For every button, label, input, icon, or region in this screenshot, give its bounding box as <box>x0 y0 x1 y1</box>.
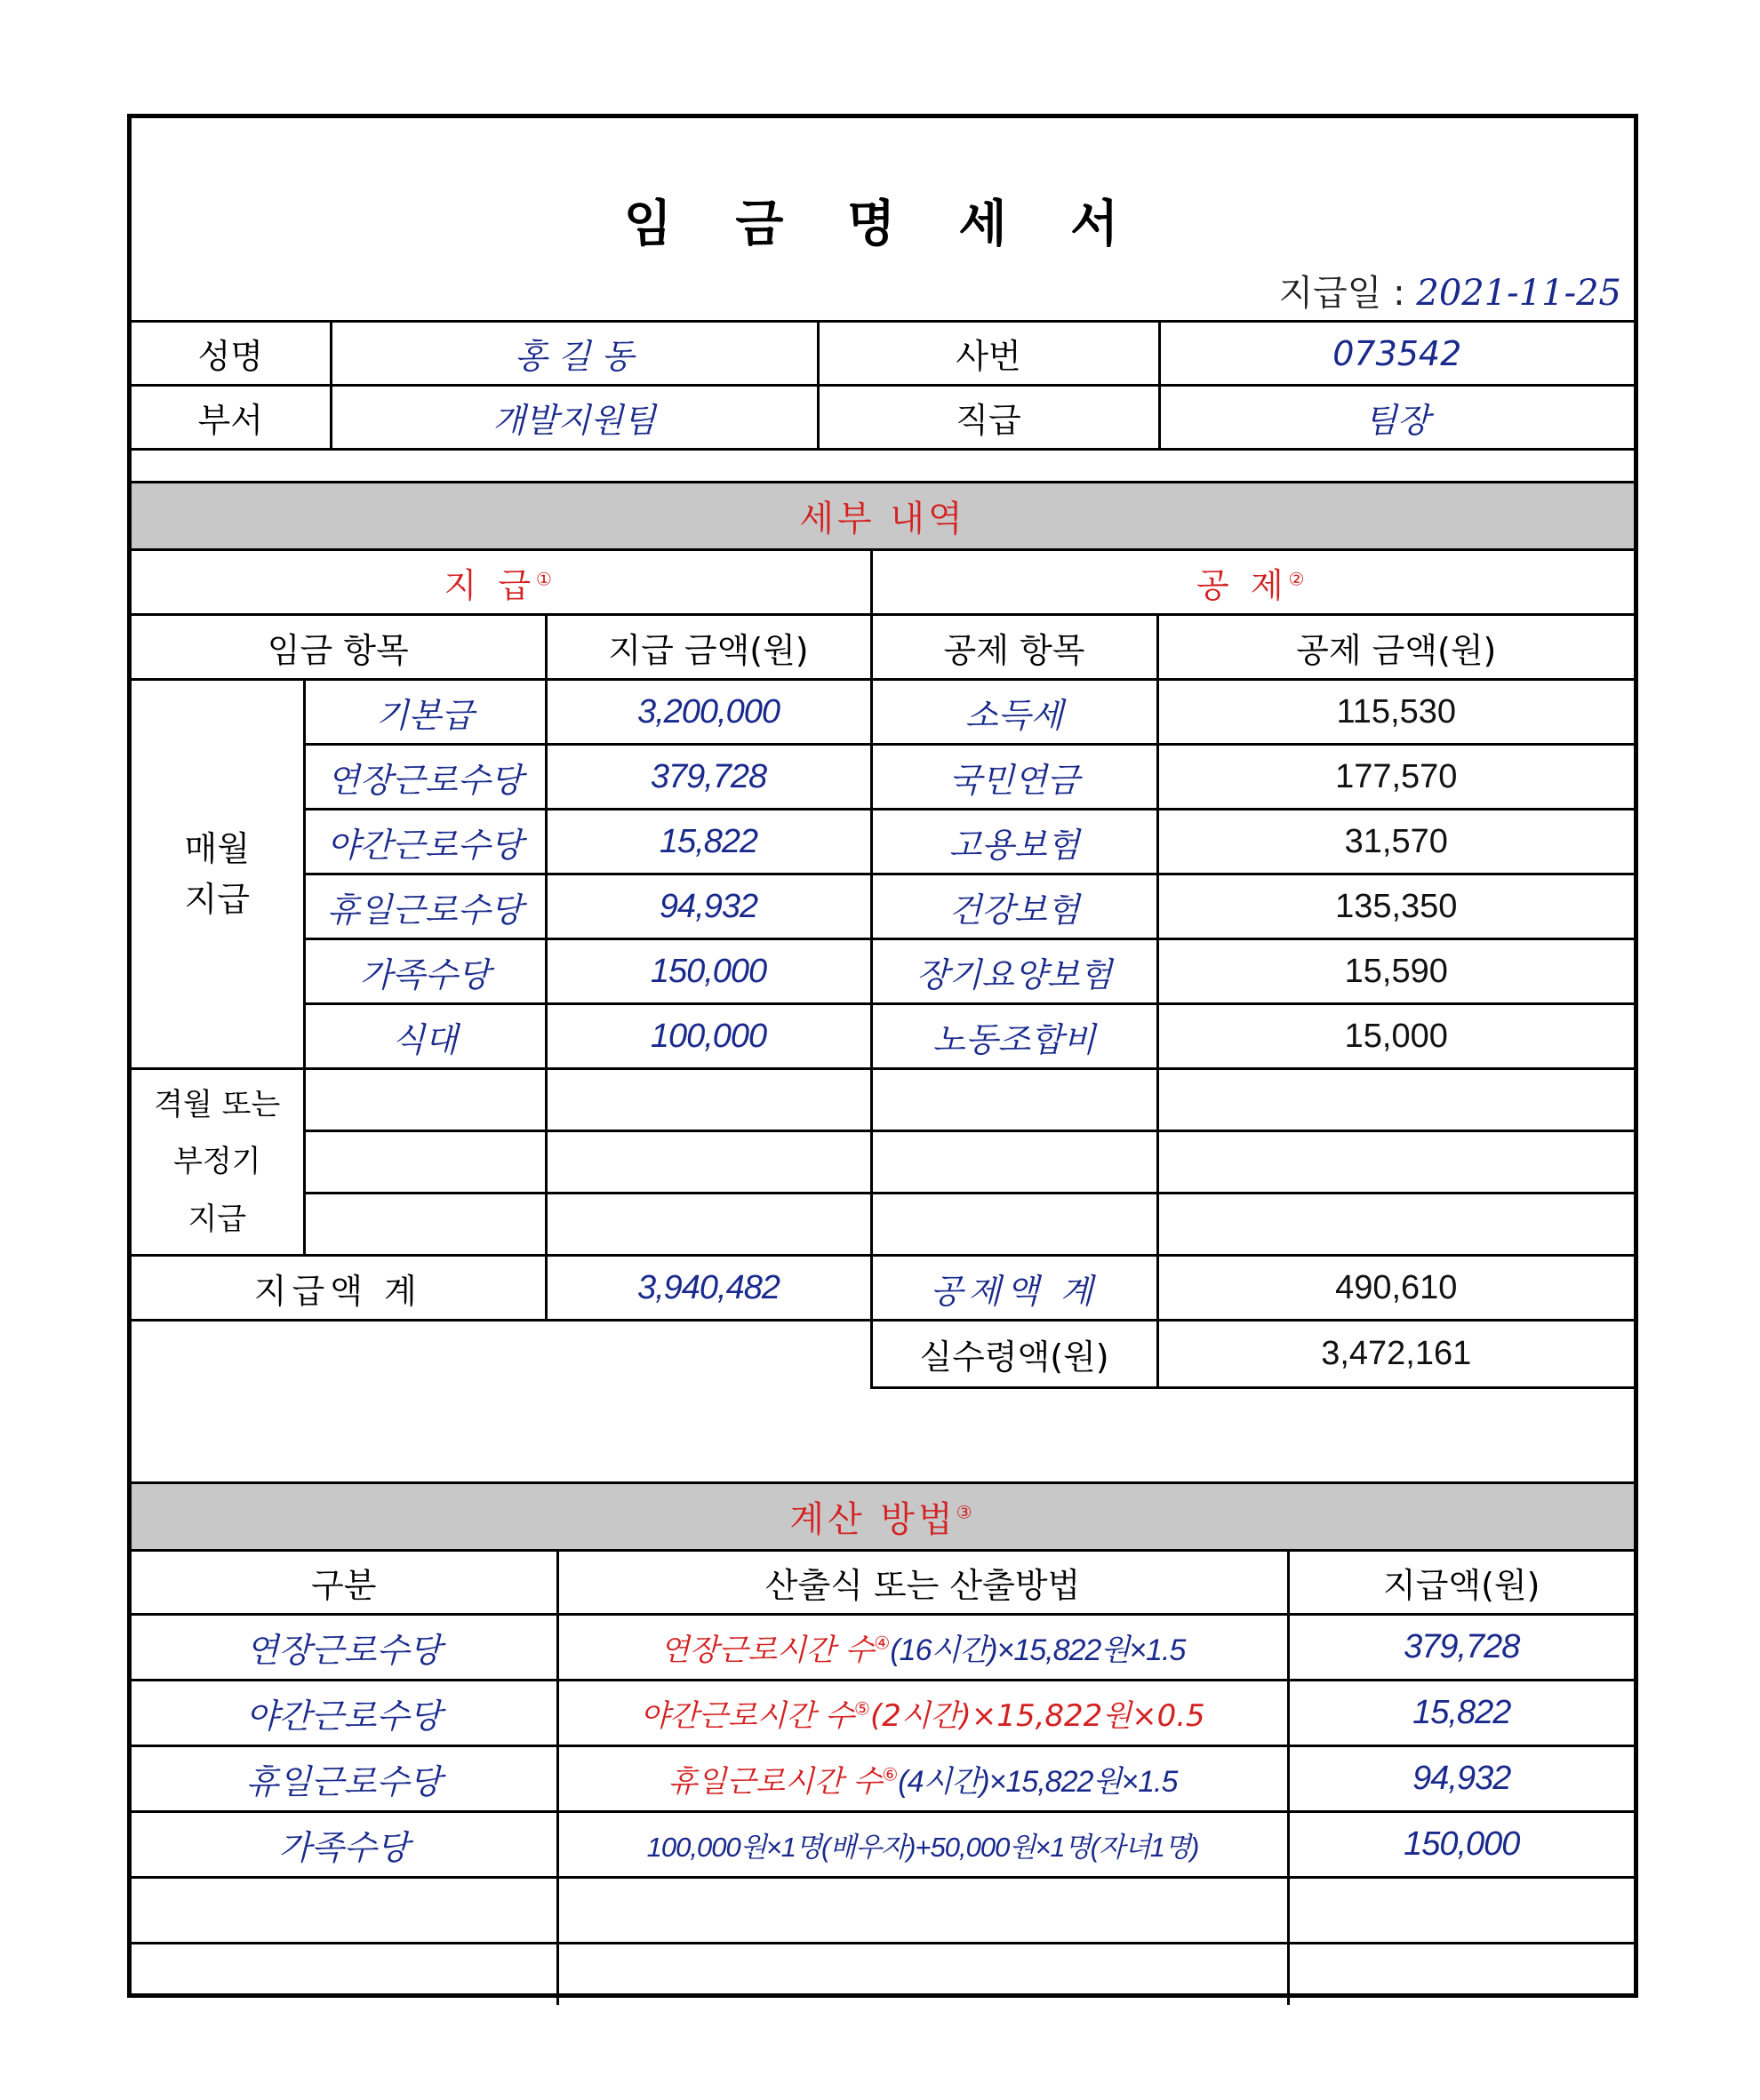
table-row <box>132 939 1634 1004</box>
calc-formula: 연장근로시간 수④(16시간)×15,822원×1.5 <box>557 1615 1288 1681</box>
deduct-amount: 135,350 <box>1157 874 1634 939</box>
calc-type: 휴일근로수당 <box>132 1746 557 1812</box>
payslip-frame <box>127 114 1638 1998</box>
total-pay: 3,940,482 <box>546 1256 871 1321</box>
table-row <box>132 680 1634 745</box>
employee-name: 홍 길 동 <box>331 322 818 386</box>
deduct-amount: 177,570 <box>1157 745 1634 810</box>
deduct-amount: 31,570 <box>1157 810 1634 874</box>
irregular-pay-label: 격월 또는 부정기 지급 <box>132 1069 304 1256</box>
empty-cell <box>546 1131 871 1194</box>
col-amount: 지급액(원) <box>1288 1551 1634 1615</box>
empty-cell <box>132 1878 557 1944</box>
pay-date-label: 지급일 : <box>1278 273 1405 314</box>
table-row <box>132 1131 1634 1194</box>
calc-type: 야간근로수당 <box>132 1681 557 1746</box>
empty-cell <box>304 1069 546 1131</box>
table-row <box>132 1878 1634 1944</box>
blank-area <box>132 1321 871 1388</box>
table-row <box>132 1615 1634 1681</box>
empty-cell <box>1288 1878 1634 1944</box>
calc-section-title: 계산 방법③ <box>132 1483 1634 1551</box>
empty-cell <box>557 1944 1288 2005</box>
calc-amount: 379,728 <box>1288 1615 1634 1681</box>
total-deduct-label: 공제액 계 <box>871 1256 1157 1321</box>
pay-item: 연장근로수당 <box>304 745 546 810</box>
col-type: 구분 <box>132 1551 557 1615</box>
pay-item: 휴일근로수당 <box>304 874 546 939</box>
pay-amount: 3,200,000 <box>546 680 871 745</box>
calc-amount: 15,822 <box>1288 1681 1634 1746</box>
calc-formula: 휴일근로시간 수⑥(4시간)×15,822원×1.5 <box>557 1746 1288 1812</box>
empty-cell <box>546 1069 871 1131</box>
pay-date <box>1279 265 1621 315</box>
employee-info-table <box>132 320 1634 451</box>
total-pay-label: 지급액 계 <box>132 1256 546 1321</box>
table-row <box>132 1194 1634 1256</box>
col-deduct-item: 공제 항목 <box>871 615 1157 680</box>
deduct-item: 소득세 <box>871 680 1157 745</box>
table-row <box>132 874 1634 939</box>
empty-cell <box>871 1069 1157 1131</box>
empty-cell <box>132 1944 557 2005</box>
empty-cell <box>1157 1069 1634 1131</box>
calc-formula: 100,000원×1명(배우자)+50,000원×1명(자녀1명) <box>557 1812 1288 1878</box>
pay-amount: 94,932 <box>546 874 871 939</box>
employee-id-label: 사번 <box>818 322 1159 386</box>
document-title: 임 금 명 세 서 <box>623 195 1142 253</box>
empty-cell <box>1157 1194 1634 1256</box>
details-section-title: 세부 내역 <box>132 483 1634 550</box>
empty-cell <box>546 1194 871 1256</box>
pay-header: 지 급① <box>132 550 871 615</box>
pay-amount: 15,822 <box>546 810 871 874</box>
pay-amount: 379,728 <box>546 745 871 810</box>
empty-cell <box>871 1131 1157 1194</box>
col-formula: 산출식 또는 산출방법 <box>557 1551 1288 1615</box>
empty-cell <box>1157 1131 1634 1194</box>
pay-item: 식대 <box>304 1004 546 1069</box>
pay-date-value: 2021-11-25 <box>1416 273 1621 314</box>
employee-id: 073542 <box>1159 322 1634 386</box>
employee-dept: 개발지원팀 <box>331 386 818 450</box>
calc-amount: 94,932 <box>1288 1746 1634 1812</box>
deduct-amount: 115,530 <box>1157 680 1634 745</box>
table-row <box>132 1004 1634 1069</box>
table-row <box>132 1812 1634 1878</box>
deduct-item: 고용보험 <box>871 810 1157 874</box>
table-row <box>132 1681 1634 1746</box>
calc-formula: 야간근로시간 수⑤(2시간)×15,822원×0.5 <box>557 1681 1288 1746</box>
deduct-item: 장기요양보험 <box>871 939 1157 1004</box>
empty-cell <box>871 1194 1157 1256</box>
pay-amount: 100,000 <box>546 1004 871 1069</box>
deduct-amount: 15,590 <box>1157 939 1634 1004</box>
monthly-pay-label: 매월 지급 <box>132 680 304 1069</box>
calc-table <box>132 1481 1634 2005</box>
deduct-amount: 15,000 <box>1157 1004 1634 1069</box>
pay-item: 기본급 <box>304 680 546 745</box>
employee-rank: 팀장 <box>1159 386 1634 450</box>
rank-label: 직급 <box>818 386 1159 450</box>
calc-type: 가족수당 <box>132 1812 557 1878</box>
empty-cell <box>1288 1944 1634 2005</box>
deduct-item: 노동조합비 <box>871 1004 1157 1069</box>
empty-cell <box>557 1878 1288 1944</box>
dept-label: 부서 <box>132 386 331 450</box>
empty-cell <box>304 1194 546 1256</box>
deduct-item: 국민연금 <box>871 745 1157 810</box>
col-pay-item: 임금 항목 <box>132 615 546 680</box>
col-deduct-amount: 공제 금액(원) <box>1157 615 1634 680</box>
pay-amount: 150,000 <box>546 939 871 1004</box>
table-row <box>132 810 1634 874</box>
empty-cell <box>304 1131 546 1194</box>
table-row <box>132 1069 1634 1131</box>
table-row <box>132 745 1634 810</box>
deduct-header: 공 제② <box>871 550 1634 615</box>
calc-amount: 150,000 <box>1288 1812 1634 1878</box>
pay-item: 야간근로수당 <box>304 810 546 874</box>
table-row <box>132 1944 1634 2005</box>
table-row <box>132 1746 1634 1812</box>
total-deduct: 490,610 <box>1157 1256 1634 1321</box>
calc-type: 연장근로수당 <box>132 1615 557 1681</box>
net-pay-label: 실수령액(원) <box>871 1321 1157 1388</box>
deduct-item: 건강보험 <box>871 874 1157 939</box>
col-pay-amount: 지급 금액(원) <box>546 615 871 680</box>
pay-item: 가족수당 <box>304 939 546 1004</box>
net-pay: 3,472,161 <box>1157 1321 1634 1388</box>
details-table <box>132 481 1634 1389</box>
name-label: 성명 <box>132 322 331 386</box>
